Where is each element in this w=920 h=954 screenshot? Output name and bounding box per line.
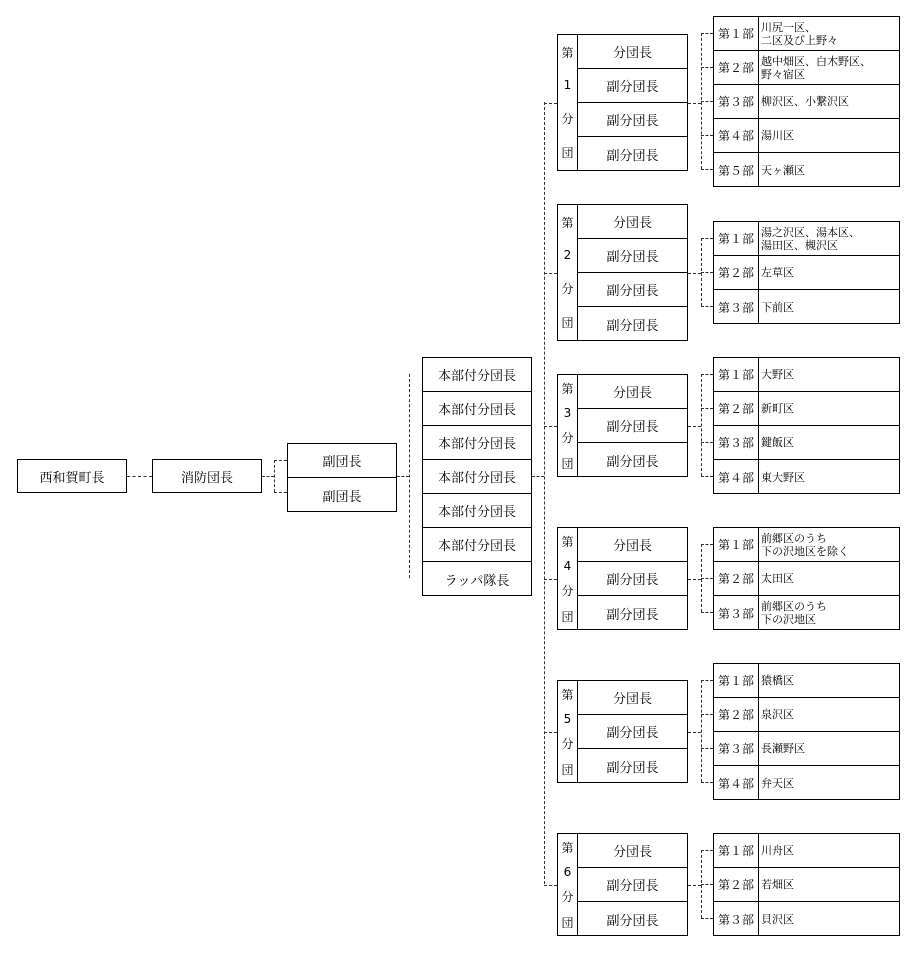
bu-row (714, 460, 899, 494)
bu-row (714, 256, 899, 290)
bu-row (714, 868, 899, 902)
connector-line (701, 67, 713, 68)
bundan-roles (577, 833, 688, 936)
bu-row (714, 426, 899, 460)
vice-chief-stack (287, 443, 397, 512)
bu-area: 湯之沢区、湯本区、 湯田区、槻沢区 (761, 225, 860, 252)
bu-code: 第３部 (714, 85, 759, 118)
bundan-label-char: 第 (561, 687, 574, 702)
bu-row (714, 358, 899, 392)
connector-line (532, 476, 544, 477)
bundan-label-char: 6 (563, 864, 572, 879)
bu-code: 第２部 (714, 868, 759, 901)
bu-area: 東大野区 (761, 470, 805, 484)
trumpet-leader-box: ラッパ隊長 (444, 573, 510, 589)
connector-line (274, 492, 287, 493)
bu-row (714, 562, 899, 596)
connector-line (397, 476, 409, 477)
bu-row (714, 222, 899, 256)
bu-row (714, 834, 899, 868)
connector-line (701, 135, 713, 136)
bundan-label-char: 3 (563, 405, 572, 420)
fire-chief-box: 消防団長 (152, 459, 262, 493)
bundan-label-char: 団 (561, 609, 574, 624)
bundan-label (557, 204, 578, 341)
bundan-label (557, 680, 578, 783)
connector-line (688, 732, 701, 733)
bu-row (714, 85, 899, 119)
connector-line (701, 374, 702, 476)
bu-area: 川尻一区、 二区及び上野々 (761, 20, 838, 47)
bu-area: 左草区 (761, 266, 794, 279)
bu-row (714, 732, 899, 766)
bundan-label (557, 374, 578, 477)
bu-row (714, 392, 899, 426)
connector-line (701, 306, 713, 307)
bu-code: 第１部 (714, 358, 759, 391)
connector-line (544, 885, 557, 886)
connector-line (274, 460, 275, 492)
bu-table (713, 663, 900, 800)
connector-line (688, 273, 701, 274)
bu-code: 第４部 (714, 460, 759, 494)
bu-area: 長瀬野区 (761, 742, 805, 755)
connector-line (701, 680, 702, 782)
bu-area: 鍵飯区 (761, 436, 794, 449)
bu-area: 大野区 (761, 368, 794, 381)
bu-table (713, 833, 900, 936)
bu-area: 下前区 (761, 300, 794, 314)
bundan-label-char: 分 (561, 736, 574, 751)
vice-bundan-leader-box: 副分団長 (578, 103, 687, 137)
bu-code: 第２部 (714, 51, 759, 84)
bu-area: 前郷区のうち 下の沢地区を除く (761, 531, 849, 558)
vice-bundan-leader-box: 副分団長 (606, 760, 659, 776)
vice-bundan-leader-box: 副分団長 (606, 607, 659, 623)
bundan-label-char: 2 (563, 248, 572, 263)
bundan-roles (577, 527, 688, 630)
bundan-label-char: 第 (561, 840, 574, 855)
bundan-label (557, 527, 578, 630)
connector-line (701, 442, 713, 443)
bu-area: 太田区 (761, 572, 794, 585)
bundan-roles (577, 680, 688, 783)
connector-line (544, 103, 557, 104)
bu-code: 第２部 (714, 698, 759, 731)
connector-line (701, 782, 713, 783)
bundan-label-char: 分 (561, 583, 574, 598)
connector-line (701, 748, 713, 749)
bu-row (714, 17, 899, 51)
vice-bundan-leader-box: 副分団長 (578, 273, 687, 307)
hq-leader-box: 本部付分団長 (423, 460, 531, 494)
bundan-label-char: 分 (561, 111, 574, 126)
bundan-roles (577, 204, 688, 341)
connector-line (701, 918, 713, 919)
bu-code: 第３部 (714, 426, 759, 459)
bundan-leader-box: 分団長 (578, 528, 687, 562)
bundan-leader-box: 分団長 (578, 681, 687, 715)
vice-bundan-leader-box: 副分団長 (606, 148, 659, 164)
bu-code: 第５部 (714, 153, 759, 187)
vice-chief-box: 副団長 (288, 444, 396, 478)
bu-row (714, 119, 899, 153)
vice-bundan-leader-box: 副分団長 (578, 562, 687, 596)
connector-line (701, 578, 713, 579)
bu-row (714, 290, 899, 324)
hq-leader-box: 本部付分団長 (423, 494, 531, 528)
bu-code: 第１部 (714, 17, 759, 50)
bu-area: 泉沢区 (761, 708, 794, 721)
bu-row (714, 698, 899, 732)
bu-code: 第２部 (714, 392, 759, 425)
connector-line (409, 374, 410, 578)
vice-bundan-leader-box: 副分団長 (606, 454, 659, 470)
bu-area: 湯川区 (761, 129, 794, 142)
connector-line (701, 476, 713, 477)
bu-area: 新町区 (761, 402, 794, 415)
bundan-label-char: 1 (563, 78, 572, 93)
bu-area: 川舟区 (761, 844, 794, 857)
hq-leader-box: 本部付分団長 (423, 392, 531, 426)
bundan-label-char: 団 (561, 146, 574, 161)
bundan-label-char: 5 (563, 711, 572, 726)
hq-leader-box: 本部付分団長 (423, 358, 531, 392)
bu-code: 第２部 (714, 256, 759, 289)
bundan-label-char: 第 (561, 534, 574, 549)
bundan-leader-box: 分団長 (578, 834, 687, 868)
vice-bundan-leader-box: 副分団長 (578, 868, 687, 902)
connector-line (544, 273, 557, 274)
bundan-label-char: 団 (561, 915, 574, 930)
bu-area: 猿橋区 (761, 674, 794, 687)
hq-leader-box: 本部付分団長 (423, 426, 531, 460)
hq-leader-box: 本部付分団長 (423, 528, 531, 562)
connector-line (701, 272, 713, 273)
mayor-box: 西和賀町長 (17, 459, 127, 493)
bundan-label-char: 団 (561, 456, 574, 471)
connector-line (701, 884, 713, 885)
vice-bundan-leader-box: 副分団長 (606, 913, 659, 929)
bu-code: 第１部 (714, 834, 759, 867)
connector-line (274, 460, 287, 461)
bu-table (713, 527, 900, 630)
connector-line (544, 426, 557, 427)
connector-line (701, 33, 713, 34)
bundan-label-char: 団 (561, 316, 574, 331)
bu-code: 第３部 (714, 732, 759, 765)
vice-bundan-leader-box: 副分団長 (606, 318, 659, 334)
bu-table (713, 357, 900, 494)
connector-line (688, 579, 701, 580)
connector-line (688, 885, 701, 886)
bundan-label (557, 833, 578, 936)
bu-row (714, 596, 899, 630)
bu-code: 第３部 (714, 596, 759, 630)
connector-line (688, 426, 701, 427)
bu-code: 第１部 (714, 528, 759, 561)
connector-line (701, 850, 713, 851)
connector-line (544, 579, 557, 580)
bundan-label (557, 34, 578, 171)
connector-line (701, 680, 713, 681)
bu-table (713, 16, 900, 187)
connector-line (701, 544, 713, 545)
bu-row (714, 528, 899, 562)
connector-line (701, 374, 713, 375)
vice-bundan-leader-box: 副分団長 (578, 239, 687, 273)
bu-code: 第３部 (714, 290, 759, 324)
bu-code: 第２部 (714, 562, 759, 595)
connector-line (688, 103, 701, 104)
bu-code: 第３部 (714, 902, 759, 936)
connector-line (544, 732, 557, 733)
bu-row (714, 902, 899, 936)
bu-area: 柳沢区、小繋沢区 (761, 95, 849, 108)
bu-area: 前郷区のうち 下の沢地区 (761, 600, 827, 626)
bu-area: 弁天区 (761, 776, 794, 790)
bu-area: 若畑区 (761, 878, 794, 891)
connector-line (701, 169, 713, 170)
connector-line (701, 612, 713, 613)
bundan-leader-box: 分団長 (578, 375, 687, 409)
connector-line (701, 714, 713, 715)
vice-chief-box: 副団長 (322, 489, 362, 505)
bu-table (713, 221, 900, 324)
bundan-leader-box: 分団長 (578, 205, 687, 239)
bundan-label-char: 団 (561, 762, 574, 777)
bu-area: 貝沢区 (761, 912, 794, 926)
connector-line (701, 238, 713, 239)
bundan-label-char: 分 (561, 430, 574, 445)
bundan-label-char: 第 (561, 45, 574, 60)
bu-row (714, 664, 899, 698)
bundan-label-char: 分 (561, 889, 574, 904)
connector-line (262, 476, 274, 477)
connector-line (701, 408, 713, 409)
bu-code: 第４部 (714, 766, 759, 800)
connector-line (701, 101, 713, 102)
bu-area: 越中畑区、白木野区、 野々宿区 (761, 54, 871, 81)
bundan-roles (577, 34, 688, 171)
vice-bundan-leader-box: 副分団長 (578, 409, 687, 443)
bu-row (714, 766, 899, 800)
vice-bundan-leader-box: 副分団長 (578, 69, 687, 103)
bu-code: 第１部 (714, 664, 759, 697)
bundan-label-char: 第 (561, 381, 574, 396)
bu-code: 第１部 (714, 222, 759, 255)
connector-line (127, 476, 152, 477)
hq-stack (422, 357, 532, 596)
bundan-leader-box: 分団長 (578, 35, 687, 69)
vice-bundan-leader-box: 副分団長 (578, 715, 687, 749)
bundan-roles (577, 374, 688, 477)
bu-code: 第４部 (714, 119, 759, 152)
bundan-label-char: 4 (563, 558, 572, 573)
bu-row (714, 153, 899, 187)
bundan-label-char: 第 (561, 215, 574, 230)
connector-line (544, 102, 545, 884)
bundan-label-char: 分 (561, 281, 574, 296)
bu-area: 天ヶ瀬区 (761, 163, 805, 177)
bu-row (714, 51, 899, 85)
